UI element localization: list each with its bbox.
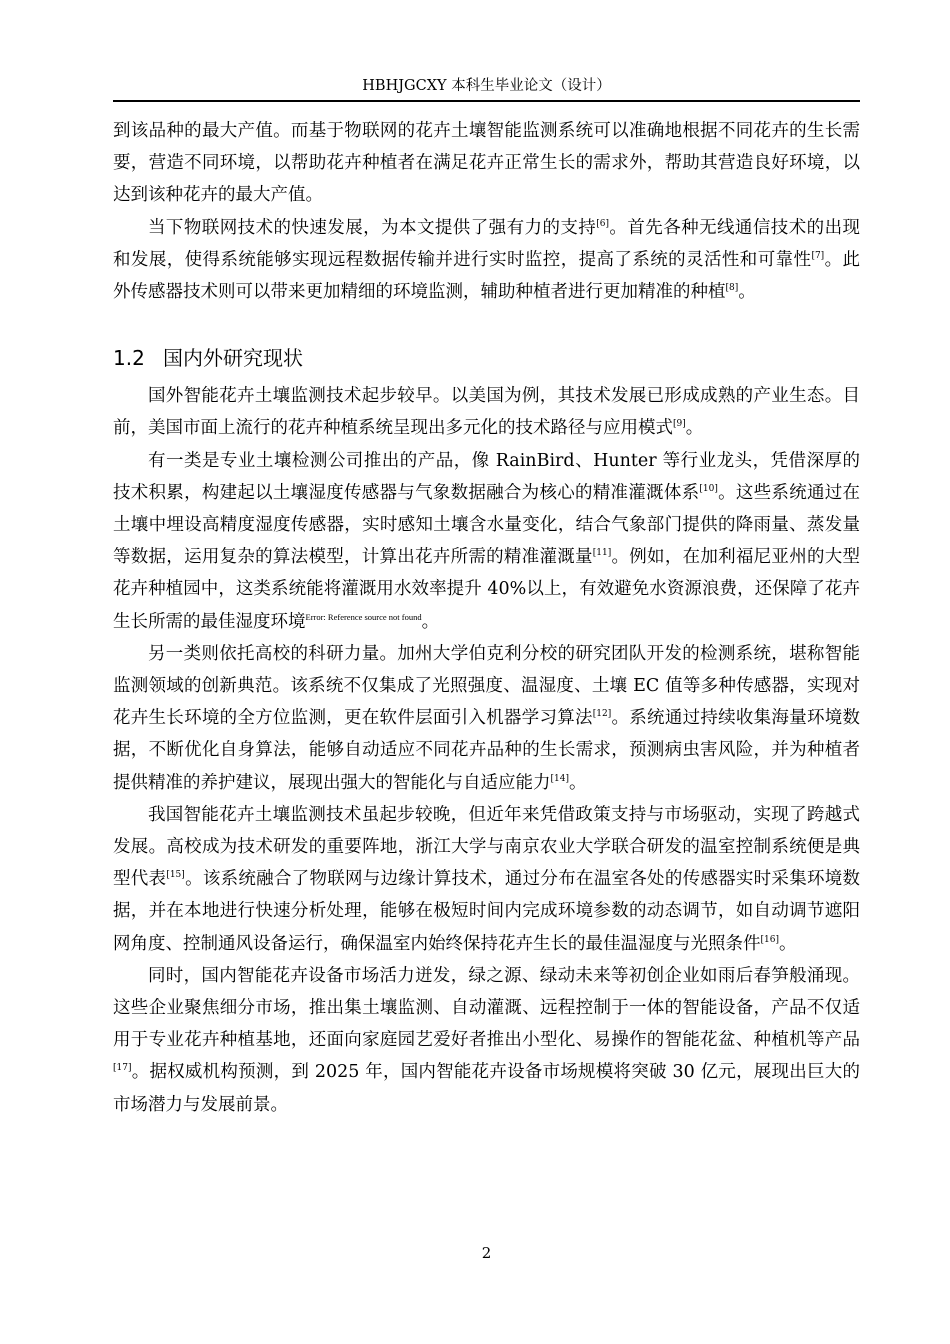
text-run: 。首先各种无线通信技术的出现和发展，使得系统能够实现远程数据传输并进行实时监控，提高了系统的灵活性和可靠性 <box>113 217 861 270</box>
text-run: 。 <box>421 611 440 632</box>
text-run: 。系统通过持续收集海量环境数据，不断优化自身算法，能够自动适应不同花卉品种的生长需求，预测病虫害风险，并为种植者提供精准的养护建议，展现出强大的智能化与自适应能力 <box>113 708 861 793</box>
text-run: 同时，国内智能花卉设备市场活力迸发，绿之源、绿动未来等初创企业如雨后春笋般涌现。这些企业聚焦细分市场，推出集土壤监测、自动灌溉、远程控制于一体的智能设备，产品不仅适用于专业花卉种植基地，还面向家庭园艺爱好者推出小型化、易操作的智能花盆、种植机等产品 <box>113 965 860 1051</box>
header-rule <box>113 100 860 102</box>
text-run: 。 <box>738 282 756 303</box>
citation: [15] <box>166 870 185 881</box>
citation: [9] <box>673 419 686 430</box>
section-heading <box>113 340 860 376</box>
citation: [14] <box>550 773 569 784</box>
text-run: 另一类则依托高校的科研力量。加州大学伯克利分校的研究团队开发的检测系统，堪称智能监测领域的创新典范。该系统不仅集成了光照强度、温湿度、土壤 EC 值等多种传感器，实现对花卉生长环境的全方位监测，更在软件层面引入机器学习算法 <box>113 643 860 729</box>
text-run: 我国智能花卉土壤监测技术虽起步较晚，但近年来凭借政策支持与市场驱动，实现了跨越式发展。高校成为技术研发的重要阵地，浙江大学与南京农业大学联合研发的温室控制系统便是典型代表 <box>113 804 860 890</box>
text-run: 当下物联网技术的快速发展，为本文提供了强有力的支持 <box>148 217 597 238</box>
page-body <box>113 115 860 1121</box>
text-run: 。该系统融合了物联网与边缘计算技术，通过分布在温室各处的传感器实时采集环境数据，并在本地进行快速分析处理，能够在极短时间内完成环境参数的动态调节，如自动调节遮阳网角度、控制通风设备运行，确保温室内始终保持花卉生长的最佳温湿度与光照条件 <box>113 869 861 954</box>
paragraph-iot-support <box>113 212 860 309</box>
paragraph-domestic-overview <box>113 799 860 960</box>
text-run: 。此外传感器技术则可以带来更加精细的环境监测，辅助种植者进行更加精准的种植 <box>113 249 861 303</box>
citation: [16] <box>760 934 779 945</box>
paragraph-foreign-overview <box>113 380 860 444</box>
citation: [8] <box>725 283 739 294</box>
section-number: 1.2 <box>113 346 145 371</box>
citation: [11] <box>592 548 612 559</box>
running-header: HBHJGCXY 本科生毕业论文（设计） <box>362 78 611 94</box>
text-run: 。 <box>685 418 704 439</box>
text-run: 。这些系统通过在土壤中埋设高精度湿度传感器，实时感知土壤含水量变化，结合气象部门提供的降雨量、蒸发量等数据，运用复杂的算法模型，计算出花卉所需的精准灌溉量 <box>113 482 861 568</box>
text-run: 。例如，在加利福尼亚州的大型花卉种植园中，这类系统能将灌溉用水效率提升 40%以上，有效避免水资源浪费，还保障了花卉生长所需的最佳湿度环境 <box>113 547 861 632</box>
paragraph-domestic-market <box>113 960 860 1121</box>
citation: [6] <box>596 218 609 229</box>
paragraph-soil-companies <box>113 445 860 638</box>
text-run: 。 <box>568 772 587 793</box>
section-title: 国内外研究现状 <box>163 346 303 371</box>
citation: [10] <box>699 483 718 494</box>
text-run: 国外智能花卉土壤监测技术起步较早。以美国为例，其技术发展已形成成熟的产业生态。目前，美国市面上流行的花卉种植系统呈现出多元化的技术路径与应用模式 <box>113 386 860 439</box>
page-number: 2 <box>481 1244 492 1262</box>
citation: [7] <box>811 250 825 261</box>
text-run: 有一类是专业土壤检测公司推出的产品，像 RainBird、Hunter 等行业龙头，凭借深厚的技术积累，构建起以土壤湿度传感器与气象数据融合为核心的精准灌溉体系 <box>113 450 860 503</box>
paragraph-university-research <box>113 638 860 799</box>
citation: [17] <box>113 1063 132 1074</box>
citation: [12] <box>592 709 612 720</box>
citation-error: Error: Reference source not found <box>305 611 422 622</box>
text-run: 。据权威机构预测，到 2025 年，国内智能花卉设备市场规模将突破 30 亿元，展现出巨大的市场潜力与发展前景。 <box>113 1062 860 1115</box>
paragraph-continued: 到该品种的最大产值。而基于物联网的花卉土壤智能监测系统可以准确地根据不同花卉的生长需要，营造不同环境，以帮助花卉种植者在满足花卉正常生长的需求外，帮助其营造良好环境，以达到该种花卉的最大产值。 <box>113 121 860 206</box>
text-run: 。 <box>778 933 797 954</box>
